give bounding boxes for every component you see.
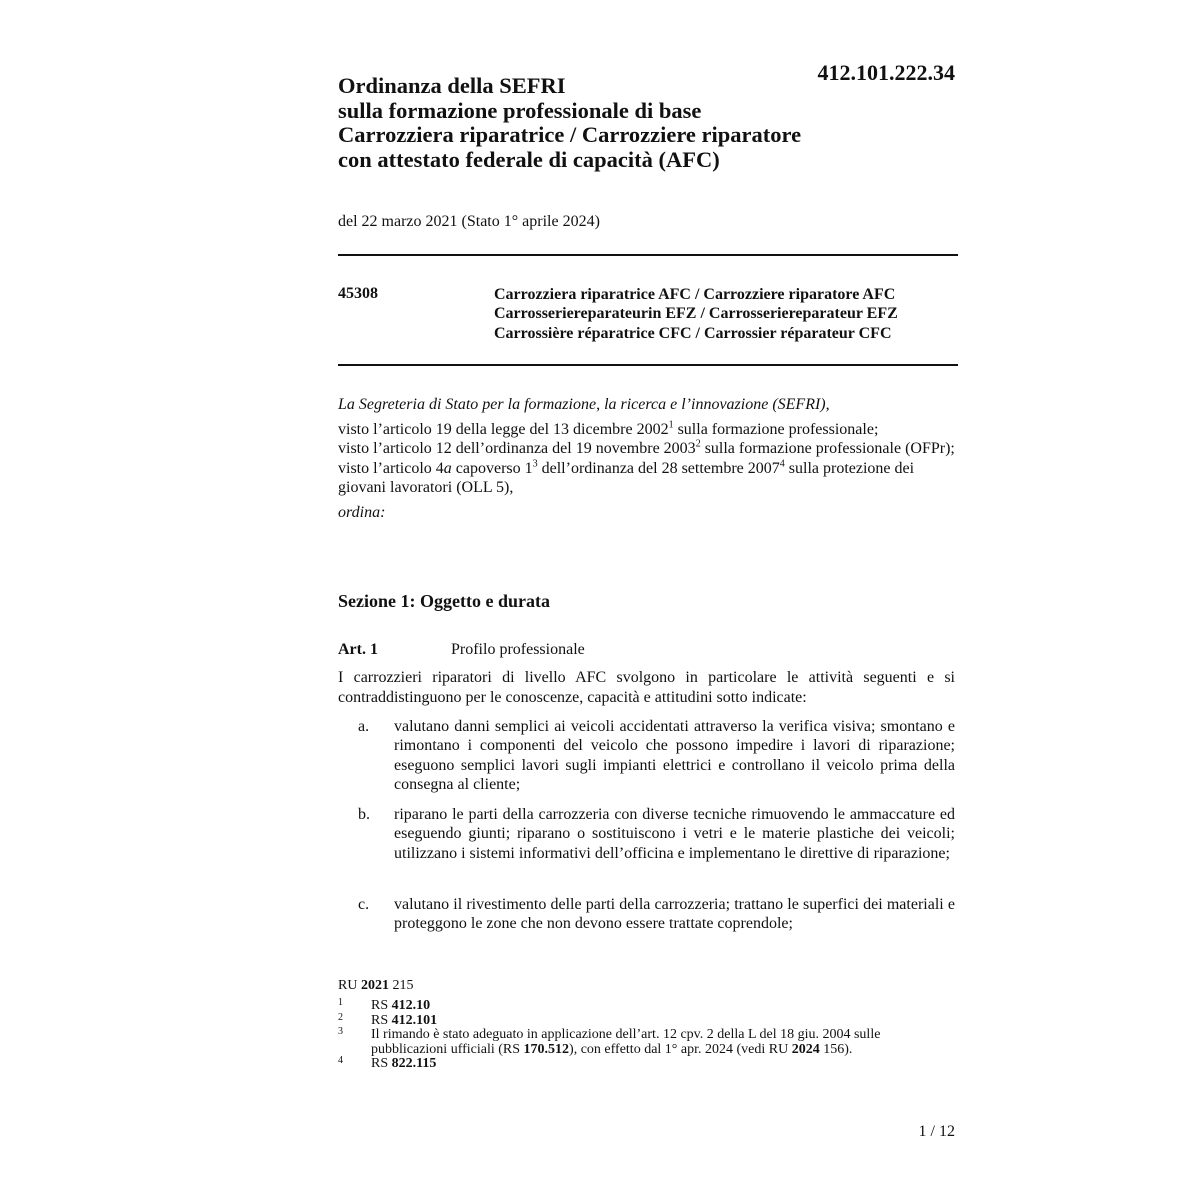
footnote: 1 RS 412.10 xyxy=(338,997,431,1013)
footnote-link[interactable]: 412.10 xyxy=(391,998,431,1013)
footnote-number: 1 xyxy=(338,997,343,1008)
footnote-ref-3[interactable]: 3 xyxy=(532,458,538,470)
footnote-link[interactable]: 822.115 xyxy=(391,1056,437,1071)
footnotes xyxy=(338,999,958,1072)
sr-number: 412.101.222.34 xyxy=(817,60,955,85)
article-title: Profilo professionale xyxy=(451,641,585,658)
footnote-ref-1[interactable]: 1 xyxy=(668,419,674,431)
ru-reference: RU 2021 215 xyxy=(338,978,414,993)
list-item-letter: c. xyxy=(358,896,370,913)
divider-bottom xyxy=(338,364,958,366)
title-line: Carrozziera riparatrice / Carrozziere riparatore xyxy=(338,122,802,148)
list-item-text: valutano il rivestimento delle parti della carrozzeria; trattano le superfici dei materiali e proteggono le zone che non devono essere trattate coprendole; xyxy=(394,896,955,933)
list-item xyxy=(338,805,955,885)
title-line: Ordinanza della SEFRI xyxy=(338,73,566,98)
article-intro: I carrozzieri riparatori di livello AFC svolgono in particolare le attività seguenti e si contraddistinguono per le conoscenze, capacità e attitudini sotto indicate: xyxy=(338,669,955,706)
title-line: con attestato federale di capacità (AFC) xyxy=(338,146,720,172)
legal-basis-3: visto l’articolo 4a capoverso $1^3$ dell’ordinanza del 28 settembre 2007$^4$ sulla protezione dei giovani lavoratori (OLL 5), xyxy=(338,458,915,497)
profession-designations xyxy=(494,285,898,343)
section-heading: Sezione 1: Oggetto e durata xyxy=(338,591,550,611)
footnote-number: 2 xyxy=(338,1011,343,1023)
list-item-letter: b. xyxy=(358,806,370,823)
document-date: del 22 marzo 2021 (Stato 1° aprile 2024) xyxy=(338,213,600,230)
footnote-link[interactable]: 170.512 xyxy=(523,1041,570,1057)
designation-fr: Carrossière réparatrice CFC / Carrossier réparateur CFC xyxy=(494,324,892,342)
list-item-text: valutano danni semplici ai veicoli accidentati attraverso la verifica visiva; smontano e rimontano i componenti del veicolo che possono impedire i lavori di riparazione; eseguono semplici lavori sugli impianti elettrici e controllano il veicolo prima della consegna al cliente; xyxy=(394,718,955,794)
list-item xyxy=(338,717,955,797)
legal-basis-1: visto l’articolo 19 della legge del 13 dicembre 2002$^1$ sulla formazione professionale; xyxy=(338,419,879,438)
preamble xyxy=(338,395,958,523)
list-item xyxy=(338,895,955,935)
footnote-ref-2[interactable]: 2 xyxy=(695,438,701,450)
footnote: 3 Il rimando è stato adeguato in applicazione dell’art. 12 cpv. 2 della L del 18 giu. 2004 sulle pubblicazioni ufficiali (RS 170.512), con effetto dal 1° apr. 2024 (vedi RU 2024 156). xyxy=(338,1026,881,1057)
footnote-link[interactable]: 412.101 xyxy=(391,1012,438,1028)
list-item-letter: a. xyxy=(358,718,370,735)
footnote-number: 3 xyxy=(338,1026,343,1037)
legal-basis-2: visto l’articolo 12 dell’ordinanza del 19 novembre 2003$^2$ sulla formazione professionale (OFPr); xyxy=(338,438,955,458)
ordina: ordina: xyxy=(338,503,386,521)
footnote: 2 RS 412.101 xyxy=(338,1011,438,1028)
designation-it: Carrozziera riparatrice AFC / Carrozziere riparatore AFC xyxy=(494,286,896,303)
title-line: sulla formazione professionale di base xyxy=(338,97,702,123)
footnote: 4 RS 822.115 xyxy=(338,1055,437,1071)
footnote-ref-4[interactable]: 4 xyxy=(779,458,785,470)
footnote-link[interactable]: 2024 xyxy=(791,1041,820,1057)
list-item-text: riparano le parti della carrozzeria con diverse tecniche rimuovendo le ammaccature ed eseguendo giunti; riparano o sostituiscono i vetri e le materie plastiche dei veicoli; utilizzano i sistemi informativi dell’officina e implementano le direttive di riparazione; xyxy=(394,806,955,862)
issuer: La Segreteria di Stato per la formazione, la ricerca e l’innovazione (SEFRI), xyxy=(338,396,830,413)
page-number: 1 / 12 xyxy=(918,1123,955,1140)
document-title xyxy=(338,74,858,172)
designation-de: Carrosseriereparateurin EFZ / Carrosseriereparateur EFZ xyxy=(494,305,898,323)
footnote-number: 4 xyxy=(338,1055,343,1066)
divider-top xyxy=(338,254,958,256)
article-number: Art. 1 xyxy=(338,641,378,658)
profession-code: 45308 xyxy=(338,285,378,302)
